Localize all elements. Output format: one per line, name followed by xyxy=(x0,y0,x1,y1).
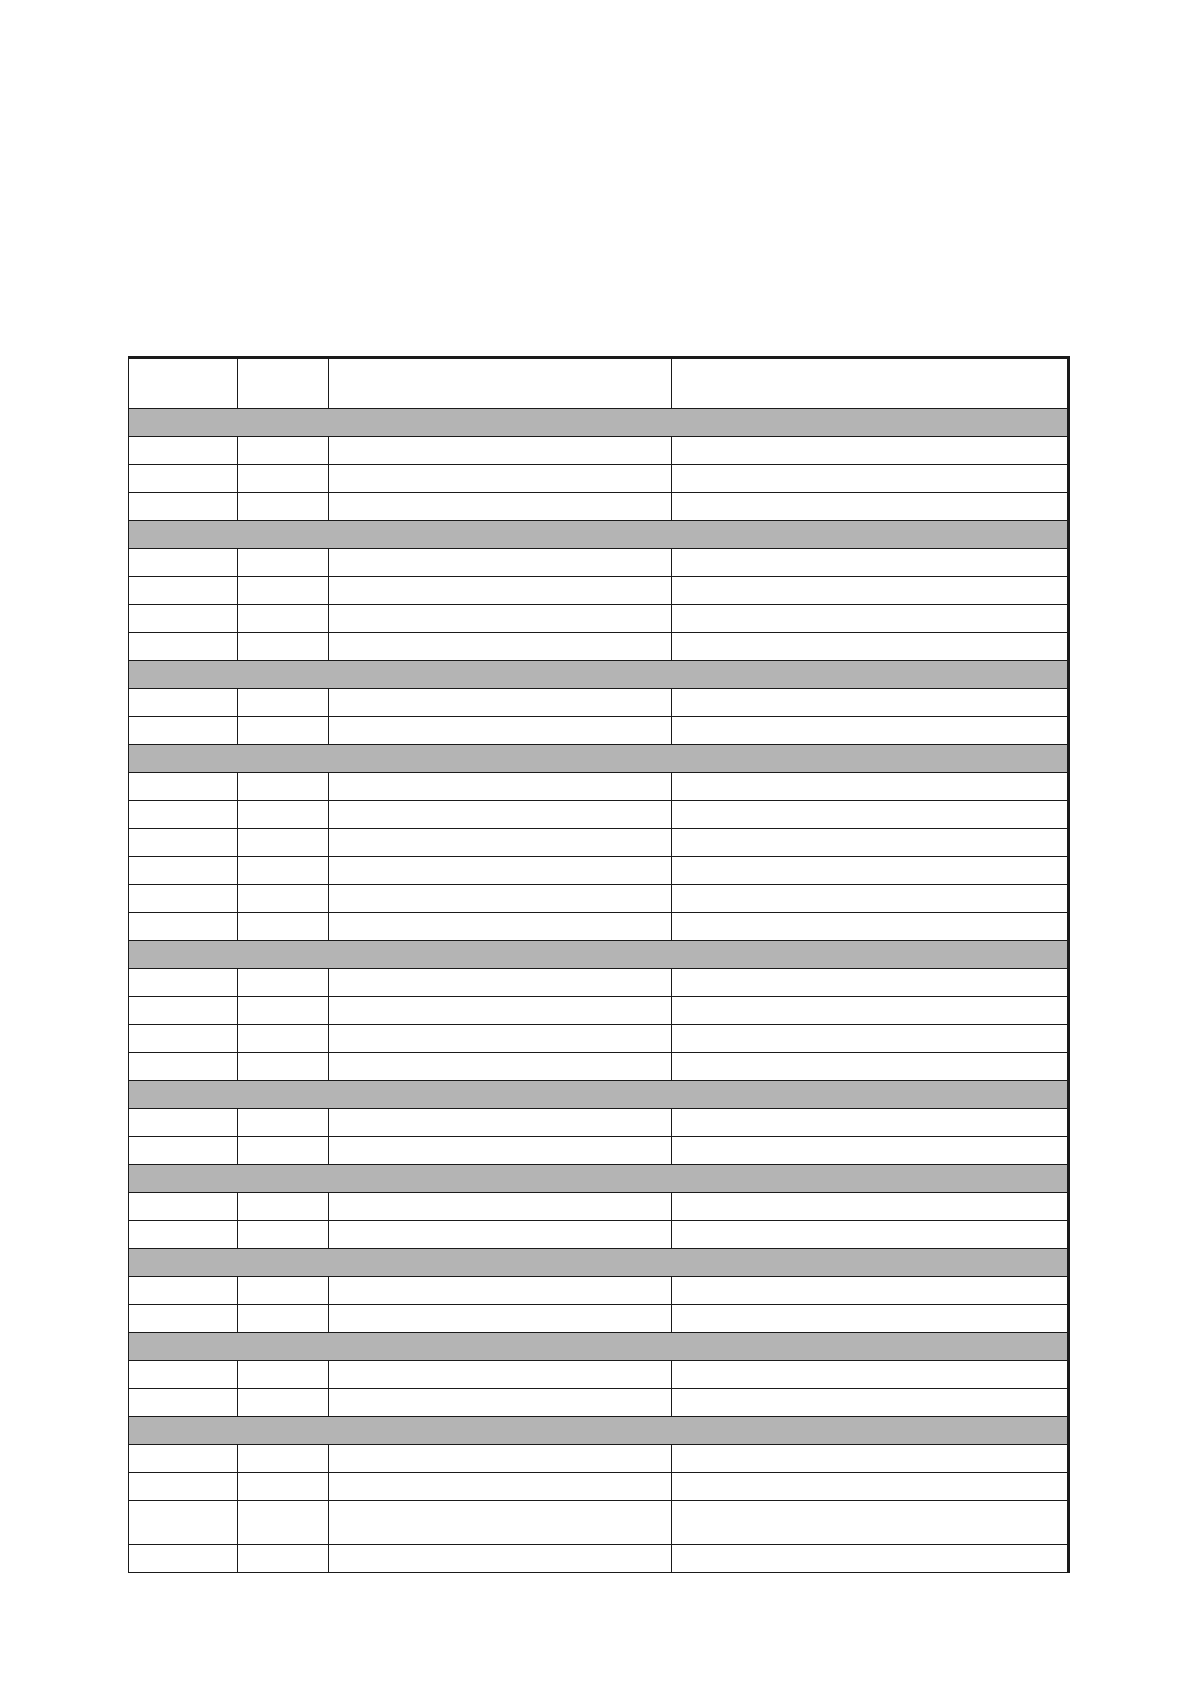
table-row xyxy=(129,1137,1069,1165)
table-cell-1 xyxy=(129,1109,238,1137)
table-cell-4 xyxy=(672,829,1069,857)
table-cell-3 xyxy=(329,1305,672,1333)
table-cell-4 xyxy=(672,1137,1069,1165)
table-cell-4 xyxy=(672,1361,1069,1389)
table-cell-4 xyxy=(672,857,1069,885)
table-cell-1 xyxy=(129,549,238,577)
table-cell-1 xyxy=(129,1053,238,1081)
table-cell-3 xyxy=(329,1445,672,1473)
section-label-cell xyxy=(129,521,1069,549)
table-cell-3 xyxy=(329,633,672,661)
table-cell-3 xyxy=(329,1545,672,1573)
table-cell-4 xyxy=(672,885,1069,913)
section-row xyxy=(129,661,1069,689)
table-cell-3 xyxy=(329,549,672,577)
table-cell-4 xyxy=(672,1545,1069,1573)
table-cell-3 xyxy=(329,1025,672,1053)
table-cell-3 xyxy=(329,1053,672,1081)
table-cell-2 xyxy=(238,1473,329,1501)
table-cell-3 xyxy=(329,605,672,633)
table-cell-2 xyxy=(238,437,329,465)
table-cell-2 xyxy=(238,633,329,661)
table-cell-2 xyxy=(238,1361,329,1389)
table-cell-3 xyxy=(329,857,672,885)
table-cell-3 xyxy=(329,577,672,605)
table-cell-4 xyxy=(672,913,1069,941)
table-cell-1 xyxy=(129,857,238,885)
table-cell-4 xyxy=(672,1501,1069,1545)
table-cell-1 xyxy=(129,1361,238,1389)
table-row xyxy=(129,1361,1069,1389)
table-row xyxy=(129,717,1069,745)
table-cell-4 xyxy=(672,1445,1069,1473)
table-row xyxy=(129,1277,1069,1305)
table-cell-2 xyxy=(238,969,329,997)
section-row xyxy=(129,521,1069,549)
table-row xyxy=(129,997,1069,1025)
table-cell-3 xyxy=(329,885,672,913)
table-cell-1 xyxy=(129,717,238,745)
empty-form-table xyxy=(128,356,1070,1573)
section-label-cell xyxy=(129,1333,1069,1361)
table-cell-1 xyxy=(129,1389,238,1417)
section-label-cell xyxy=(129,1081,1069,1109)
table-row xyxy=(129,773,1069,801)
table-row xyxy=(129,577,1069,605)
table-cell-4 xyxy=(672,577,1069,605)
table-cell-3 xyxy=(329,1501,672,1545)
table-cell-3 xyxy=(329,773,672,801)
table-cell-4 xyxy=(672,549,1069,577)
table-cell-3 xyxy=(329,969,672,997)
table-cell-2 xyxy=(238,1025,329,1053)
table-cell-2 xyxy=(238,1109,329,1137)
table-cell-2 xyxy=(238,997,329,1025)
table-cell-3 xyxy=(329,493,672,521)
table-cell-4 xyxy=(672,1473,1069,1501)
table-cell-1 xyxy=(129,437,238,465)
table-cell-2 xyxy=(238,1389,329,1417)
table-cell-1 xyxy=(129,997,238,1025)
table-cell-3 xyxy=(329,801,672,829)
table-cell-4 xyxy=(672,1193,1069,1221)
table-row xyxy=(129,633,1069,661)
table-cell-2 xyxy=(238,1305,329,1333)
table-cell-1 xyxy=(129,829,238,857)
table-row xyxy=(129,437,1069,465)
table-cell-4 xyxy=(672,717,1069,745)
table-cell-2 xyxy=(238,773,329,801)
table-cell-1 xyxy=(129,1445,238,1473)
table-cell-2 xyxy=(238,857,329,885)
table-cell-1 xyxy=(129,493,238,521)
section-row xyxy=(129,1165,1069,1193)
section-row xyxy=(129,745,1069,773)
table-cell-3 xyxy=(329,1361,672,1389)
table-cell-1 xyxy=(129,1501,238,1545)
table-cell-1 xyxy=(129,969,238,997)
table-cell-2 xyxy=(238,1277,329,1305)
table-cell-4 xyxy=(672,689,1069,717)
table-row xyxy=(129,689,1069,717)
table-cell-3 xyxy=(329,437,672,465)
table-cell-1 xyxy=(129,605,238,633)
table-cell-3 xyxy=(329,1473,672,1501)
table-body xyxy=(129,358,1069,1573)
table-row xyxy=(129,1053,1069,1081)
table-cell-3 xyxy=(329,1137,672,1165)
table-row xyxy=(129,465,1069,493)
table-cell-3 xyxy=(329,1109,672,1137)
table-cell-2 xyxy=(238,1545,329,1573)
table-cell-1 xyxy=(129,773,238,801)
table-row xyxy=(129,1109,1069,1137)
table-cell-3 xyxy=(329,1389,672,1417)
table-cell-2 xyxy=(238,1221,329,1249)
table-cell-2 xyxy=(238,549,329,577)
table-cell-2 xyxy=(238,493,329,521)
section-label-cell xyxy=(129,1249,1069,1277)
table-row xyxy=(129,1025,1069,1053)
table-cell-1 xyxy=(129,1305,238,1333)
table-row xyxy=(129,801,1069,829)
table-cell-2 xyxy=(238,829,329,857)
section-label-cell xyxy=(129,661,1069,689)
table-cell-2 xyxy=(238,605,329,633)
table-cell-4 xyxy=(672,465,1069,493)
header-cell-4 xyxy=(672,358,1069,409)
table-cell-3 xyxy=(329,913,672,941)
table-cell-4 xyxy=(672,969,1069,997)
table-cell-4 xyxy=(672,1277,1069,1305)
table-cell-2 xyxy=(238,885,329,913)
table-cell-2 xyxy=(238,1193,329,1221)
table-row xyxy=(129,913,1069,941)
table-row xyxy=(129,885,1069,913)
table-cell-1 xyxy=(129,577,238,605)
section-row xyxy=(129,409,1069,437)
section-row xyxy=(129,1417,1069,1445)
table-row xyxy=(129,1305,1069,1333)
table-cell-1 xyxy=(129,465,238,493)
table-cell-1 xyxy=(129,1545,238,1573)
table-cell-3 xyxy=(329,717,672,745)
table-cell-1 xyxy=(129,633,238,661)
table-row xyxy=(129,857,1069,885)
table-cell-3 xyxy=(329,465,672,493)
table-cell-3 xyxy=(329,997,672,1025)
table-row xyxy=(129,1221,1069,1249)
table-row xyxy=(129,1445,1069,1473)
table-cell-4 xyxy=(672,1025,1069,1053)
table-cell-4 xyxy=(672,997,1069,1025)
table-cell-4 xyxy=(672,1221,1069,1249)
table-cell-2 xyxy=(238,465,329,493)
header-row xyxy=(129,358,1069,409)
table-row xyxy=(129,969,1069,997)
section-row xyxy=(129,941,1069,969)
table-cell-1 xyxy=(129,913,238,941)
table-cell-1 xyxy=(129,801,238,829)
table-cell-1 xyxy=(129,1221,238,1249)
section-label-cell xyxy=(129,409,1069,437)
table-cell-4 xyxy=(672,437,1069,465)
header-cell-3 xyxy=(329,358,672,409)
section-row xyxy=(129,1333,1069,1361)
table-cell-3 xyxy=(329,1221,672,1249)
table-cell-4 xyxy=(672,605,1069,633)
table-cell-1 xyxy=(129,1025,238,1053)
table-cell-3 xyxy=(329,1193,672,1221)
table-cell-1 xyxy=(129,689,238,717)
table-cell-1 xyxy=(129,1473,238,1501)
table-row xyxy=(129,549,1069,577)
table-cell-1 xyxy=(129,885,238,913)
header-cell-2 xyxy=(238,358,329,409)
table-cell-3 xyxy=(329,689,672,717)
table-cell-4 xyxy=(672,1305,1069,1333)
table-cell-4 xyxy=(672,1053,1069,1081)
table-cell-1 xyxy=(129,1277,238,1305)
table-cell-2 xyxy=(238,689,329,717)
table-cell-2 xyxy=(238,1501,329,1545)
table-row xyxy=(129,1193,1069,1221)
section-row xyxy=(129,1081,1069,1109)
table-cell-2 xyxy=(238,577,329,605)
section-row xyxy=(129,1249,1069,1277)
section-label-cell xyxy=(129,1417,1069,1445)
table-cell-4 xyxy=(672,801,1069,829)
table-cell-4 xyxy=(672,633,1069,661)
table-row xyxy=(129,1545,1069,1573)
table-cell-3 xyxy=(329,1277,672,1305)
table-cell-4 xyxy=(672,1109,1069,1137)
table-cell-4 xyxy=(672,773,1069,801)
table-cell-2 xyxy=(238,1137,329,1165)
table-cell-4 xyxy=(672,1389,1069,1417)
table-cell-2 xyxy=(238,1053,329,1081)
table-row xyxy=(129,1501,1069,1545)
table-cell-2 xyxy=(238,1445,329,1473)
table-row xyxy=(129,1473,1069,1501)
table-row xyxy=(129,493,1069,521)
section-label-cell xyxy=(129,745,1069,773)
table-cell-2 xyxy=(238,717,329,745)
table-cell-3 xyxy=(329,829,672,857)
table-row xyxy=(129,605,1069,633)
table-cell-2 xyxy=(238,801,329,829)
table-row xyxy=(129,829,1069,857)
table-cell-4 xyxy=(672,493,1069,521)
section-label-cell xyxy=(129,941,1069,969)
table-row xyxy=(129,1389,1069,1417)
table-cell-2 xyxy=(238,913,329,941)
header-cell-1 xyxy=(129,358,238,409)
table-cell-1 xyxy=(129,1193,238,1221)
table-cell-1 xyxy=(129,1137,238,1165)
section-label-cell xyxy=(129,1165,1069,1193)
